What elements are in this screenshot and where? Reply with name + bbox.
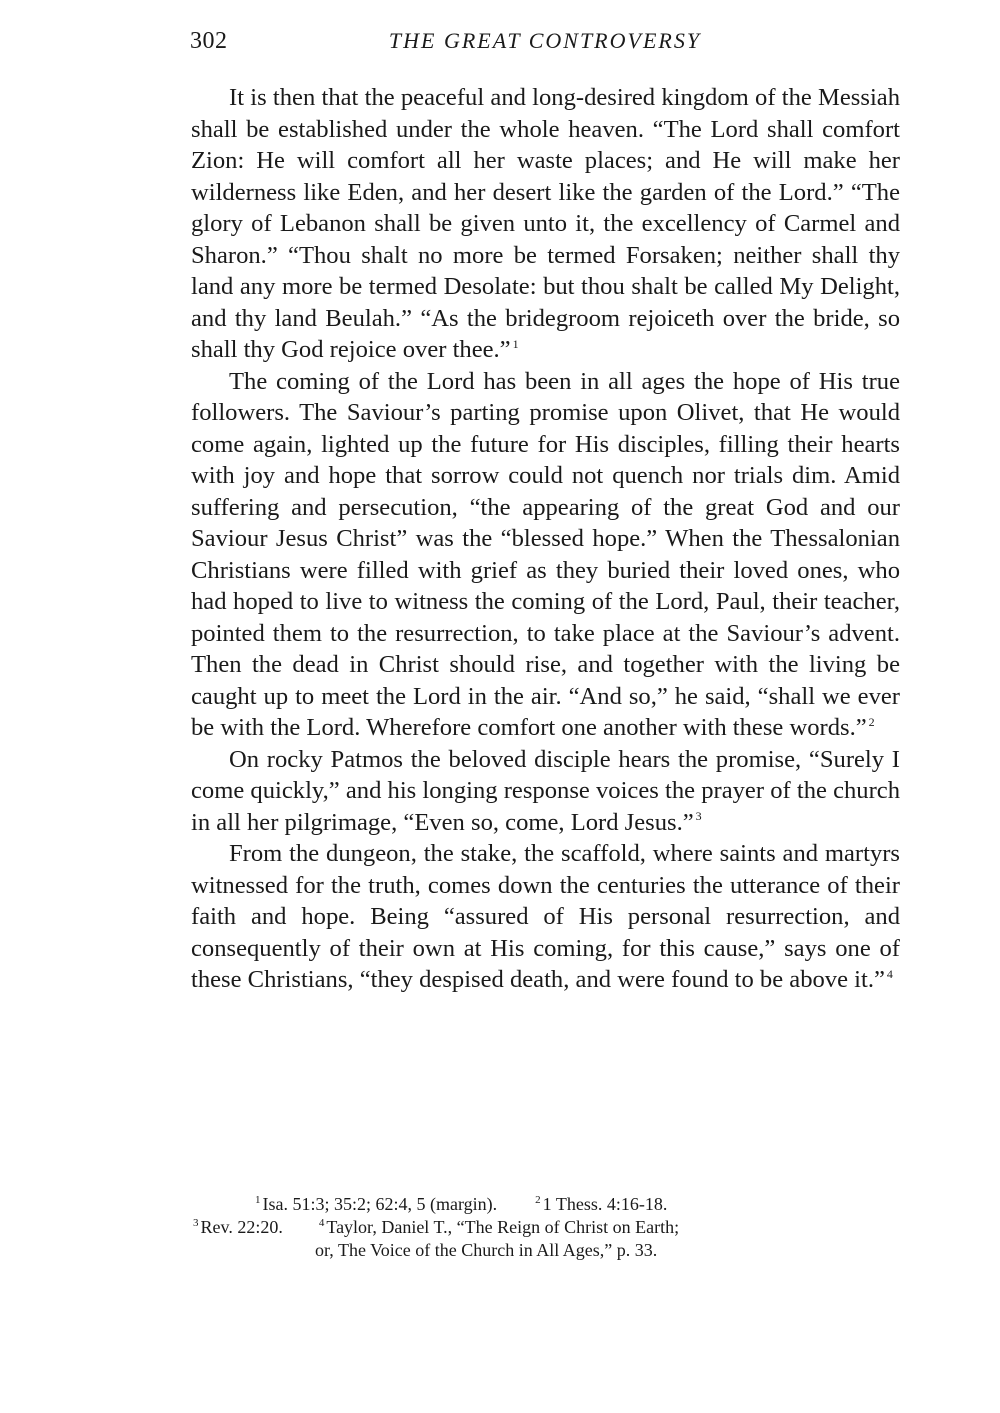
- footnote-text: Isa. 51:3; 35:2; 62:4, 5 (margin).: [262, 1194, 498, 1214]
- footnote-text: Taylor, Daniel T., “The Reign of Christ on Earth;: [326, 1217, 680, 1237]
- footnote-mark: 2: [535, 1194, 541, 1206]
- paragraph: [191, 366, 900, 744]
- footnote-mark: 4: [318, 1217, 325, 1229]
- footnote-line: [193, 1193, 903, 1216]
- paragraph-text: It is then that the peaceful and long-desired kingdom of the Messiah shall be established under the whole heaven. “The Lord shall comfort Zion: He will comfort all her waste places; and He will make her wilderness like Eden, and her desert like the garden of the Lord.” “The glory of Lebanon shall be given unto it, the excellency of Carmel and Sharon.” “Thou shalt no more be termed Forsaken; neither shall thy land any more be termed Desolate: but thou shalt be called My Delight, and thy land Beulah.” “As the bridegroom rejoiceth over the bride, so shall thy God rejoice over thee.”: [191, 84, 900, 363]
- paragraph: [191, 82, 900, 366]
- paragraph: [191, 838, 900, 996]
- footnote-ref: 1: [512, 336, 519, 351]
- paragraph-text: From the dungeon, the stake, the scaffold, where saints and martyrs witnessed for the truth, comes down the centuries the utterance of their faith and hope. Being “assured of His personal resurrection, and consequently of their own at His coming, for this cause,” says one of these Christians, “they despised death, and were found to be above it.”: [191, 840, 900, 993]
- footnote-line: [193, 1216, 903, 1239]
- footnote: [255, 1194, 497, 1214]
- page-header: [190, 28, 900, 60]
- footnote: [193, 1217, 283, 1237]
- footnote-ref: 2: [868, 714, 875, 729]
- footnote-ref: 3: [695, 809, 702, 824]
- body-text: [191, 82, 900, 996]
- footnote-text: or, The Voice of the Church in All Ages,” p. 33.: [315, 1240, 658, 1260]
- paragraph-text: The coming of the Lord has been in all ages the hope of His true followers. The Saviour’s parting promise upon Olivet, that He would come again, lighted up the future for His disciples, filling their hearts with joy and hope that sorrow could not quench nor trials dim. Amid suffering and persecution, “the appearing of the great God and our Saviour Jesus Christ” was the “blessed hope.” When the Thessalonian Christians were filled with grief as they buried their loved ones, who had hoped to live to witness the coming of the Lord, Paul, their teacher, pointed them to the resurrection, to take place at the Saviour’s advent. Then the dead in Christ should rise, and together with the living be caught up to meet the Lord in the air. “And so,” he said, “shall we ever be with the Lord. Wherefore comfort one another with these words.”: [191, 367, 900, 741]
- footnote-mark: 1: [255, 1194, 261, 1206]
- footnote-ref: 4: [886, 966, 893, 981]
- running-title: THE GREAT CONTROVERSY: [388, 28, 702, 53]
- footnote-text: 1 Thess. 4:16-18.: [542, 1194, 668, 1214]
- paragraph-text: On rocky Patmos the beloved disciple hears the promise, “Surely I come quickly,” and his longing response voices the prayer of the church in all her pilgrimage, “Even so, come, Lord Jesus.”: [191, 745, 900, 836]
- page-number: 302: [190, 28, 228, 54]
- footnote: [319, 1217, 679, 1237]
- footnote-line: [193, 1239, 903, 1262]
- footnote-mark: 3: [193, 1217, 199, 1229]
- footnote-text: Rev. 22:20.: [200, 1217, 283, 1237]
- footnotes: [193, 1193, 903, 1262]
- paragraph: [191, 744, 900, 839]
- footnote: [535, 1194, 667, 1214]
